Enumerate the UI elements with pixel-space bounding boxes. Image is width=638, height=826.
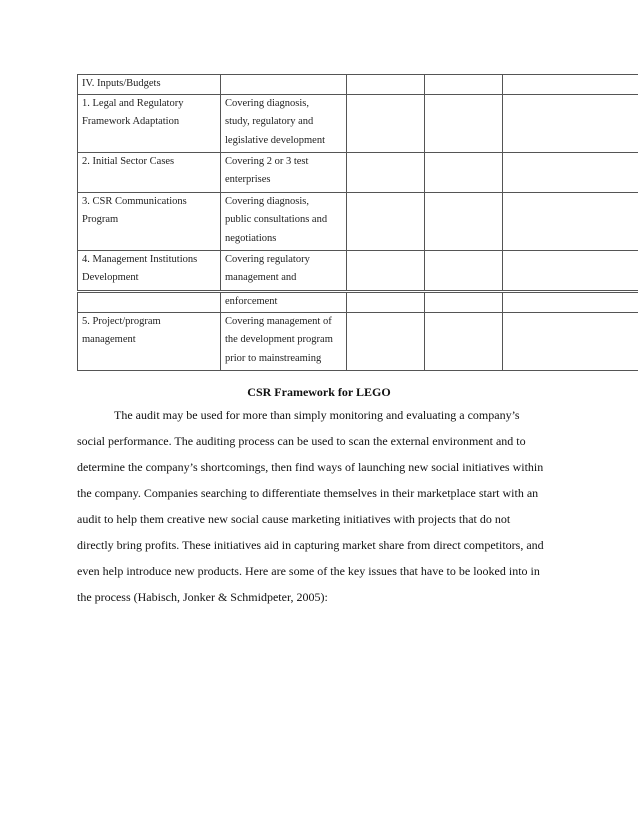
table-cell — [425, 192, 503, 250]
cell-text: 3. CSR Communications Program — [82, 195, 187, 225]
cell-text: 2. Initial Sector Cases — [82, 155, 175, 167]
table-cell — [78, 192, 221, 250]
table-cell — [78, 250, 221, 290]
table-cell — [347, 312, 425, 370]
table-row — [78, 250, 638, 290]
table-cell — [503, 293, 638, 313]
table-cell — [503, 192, 638, 250]
cell-text: Covering regulatory management and — [225, 253, 310, 283]
table-cell — [425, 75, 503, 95]
table-cell — [503, 75, 638, 95]
inputs-budgets-table-continued — [77, 292, 638, 371]
table-row — [78, 152, 638, 192]
table-cell — [425, 250, 503, 290]
cell-text: enforcement — [225, 296, 278, 307]
table-cell — [78, 75, 221, 95]
cell-text: Covering management of the development program prior to mainstreaming — [225, 315, 333, 364]
table-cell — [425, 152, 503, 192]
table-cell — [221, 94, 347, 152]
table-cell — [503, 312, 638, 370]
table-cell — [503, 250, 638, 290]
table-cell — [221, 152, 347, 192]
paragraph-line: The audit may be used for more than simply monitoring and evaluating a company’s — [114, 408, 520, 422]
table-row — [78, 192, 638, 250]
table-row — [78, 94, 638, 152]
cell-text: Covering diagnosis, study, regulatory and legislative development — [225, 97, 326, 146]
table-cell — [221, 293, 347, 313]
table-cell — [221, 192, 347, 250]
table-cell — [221, 250, 347, 290]
table-cell — [347, 75, 425, 95]
cell-text: 4. Management Institutions Development — [82, 253, 198, 283]
inputs-budgets-table — [77, 74, 638, 291]
table-cell — [347, 94, 425, 152]
table-cell — [347, 192, 425, 250]
table-cell — [78, 293, 221, 313]
cell-text: 5. Project/program management — [82, 315, 161, 345]
paragraph-line: the company. Companies searching to differentiate themselves in their marketplace start with an — [77, 486, 539, 500]
table-cell — [503, 152, 638, 192]
table-cell — [221, 75, 347, 95]
section-heading: CSR Framework for LEGO — [247, 385, 391, 399]
table-cell — [78, 94, 221, 152]
table-cell — [78, 152, 221, 192]
paragraph-line: the process (Habisch, Jonker & Schmidpeter, 2005): — [77, 590, 328, 604]
table-cell — [221, 312, 347, 370]
table-cell — [347, 152, 425, 192]
paragraph-line: even help introduce new products. Here are some of the key issues that have to be looked into in — [77, 564, 540, 578]
table-cell — [78, 312, 221, 370]
paragraph-line: directly bring profits. These initiatives aid in capturing market share from direct competitors, and — [77, 538, 544, 552]
paragraph-line: determine the company’s shortcomings, then find ways of launching new social initiatives within — [77, 460, 544, 474]
table-cell — [503, 94, 638, 152]
table-row — [78, 312, 638, 370]
table-cell — [425, 293, 503, 313]
table-row — [78, 293, 638, 313]
table-cell — [425, 94, 503, 152]
paragraph-line: social performance. The auditing process can be used to scan the external environment and to — [77, 434, 526, 448]
cell-text: 1. Legal and Regulatory Framework Adaptation — [82, 97, 184, 127]
table-cell — [425, 312, 503, 370]
cell-text: Covering diagnosis, public consultations and negotiations — [225, 195, 328, 244]
body-paragraph — [77, 402, 561, 610]
paragraph-line: audit to help them creative new social cause marketing initiatives with projects that do not — [77, 512, 511, 526]
table-cell — [347, 293, 425, 313]
table-row — [78, 75, 638, 95]
table-cell — [347, 250, 425, 290]
cell-text: IV. Inputs/Budgets — [82, 78, 161, 89]
cell-text: Covering 2 or 3 test enterprises — [225, 155, 309, 185]
